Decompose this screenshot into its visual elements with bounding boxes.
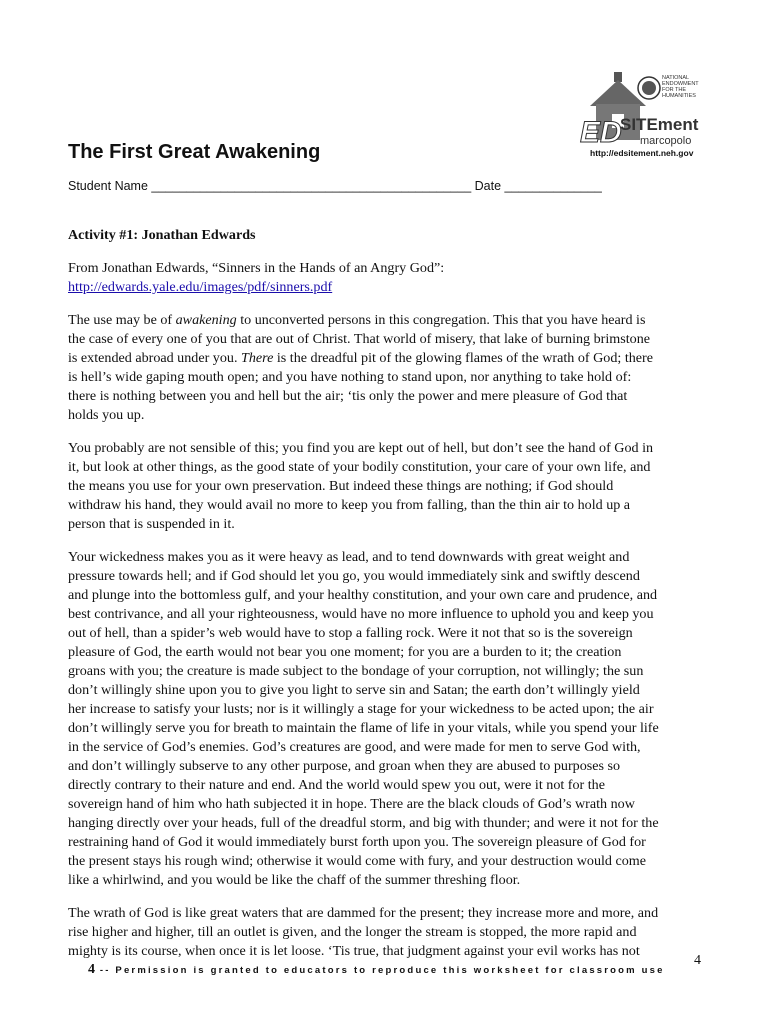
- neh-text-4: HUMANITIES: [662, 93, 696, 99]
- paragraph-line: person that is suspended in it.: [68, 516, 235, 532]
- paragraph-line: pleasure of God, the earth would not bear you one moment; for you are a burden to it; the creation: [68, 644, 622, 660]
- footer-permission: [88, 962, 665, 978]
- worksheet-content: [68, 226, 704, 975]
- neh-text-3: FOR THE: [662, 87, 687, 93]
- logo-marcopolo: marcopolo: [640, 135, 692, 147]
- footer-text: -- Permission is granted to educators to reproduce this worksheet for classroom use: [95, 965, 665, 976]
- paragraph-line: and don’t willingly subserve to any other purpose, and groan when they are abused to purposes so: [68, 758, 621, 774]
- excerpt-paragraph: [68, 439, 704, 534]
- neh-text-2: ENDOWMENT: [662, 81, 699, 87]
- logo-url: http://edsitement.neh.gov: [590, 148, 694, 158]
- paragraph-line: The wrath of God is like great waters that are dammed for the present; they increase more and more, and: [68, 905, 659, 921]
- paragraph-line: and plunge into the bottomless gulf, and your healthy constitution, and your own care and prudence, and: [68, 587, 658, 603]
- paragraph-line: groans with you; the creature is made subject to the bondage of your corruption, not willingly; the sun: [68, 663, 644, 679]
- paragraph-line: best contrivance, and all your righteousness, would have no more influence to uphold you and keep you: [68, 606, 654, 622]
- page-number: 4: [694, 953, 701, 968]
- paragraph-line: Your wickedness makes you as it were heavy as lead, and to tend downwards with great weight and: [68, 549, 630, 565]
- paragraph-line: her increase to satisfy your lusts; nor is it willingly a stage for your wickedness to be acted upon; the air: [68, 701, 654, 717]
- paragraph-line: don’t willingly shine upon you to give you light to serve sin and Satan; the earth don’t willingly yield: [68, 682, 640, 698]
- paragraph-line: the present stays his rough wind; otherwise it would come with fury, and your destruction would come: [68, 853, 646, 869]
- paragraph-line: directly contrary to their nature and end. And the world would spew you out, were it not for the: [68, 777, 605, 793]
- excerpt-paragraph: [68, 548, 704, 890]
- paragraph-line: in the service of God’s enemies. God’s creatures are good, and were made for men to serve God with,: [68, 739, 641, 755]
- paragraph-line: You probably are not sensible of this; you find you are kept out of hell, but don’t see the hand of God in: [68, 440, 654, 456]
- source-citation: From Jonathan Edwards, “Sinners in the Hands of an Angry God”:: [68, 260, 445, 276]
- logo-ed: ED: [580, 116, 622, 149]
- paragraph-line: out of hell, than a spider’s web would have to stop a falling rock. Were it not that so is the sovereign: [68, 625, 633, 641]
- paragraph-line: don’t willingly serve you for breath to maintain the flame of life in your vitals, while you spend your life: [68, 720, 659, 736]
- paragraph-line: rise higher and higher, till an outlet is given, and the longer the stream is stopped, the more rapid and: [68, 924, 637, 940]
- neh-text-1: NATIONAL: [662, 75, 690, 81]
- paragraph-line: it, but look at other things, as the good state of your bodily constitution, your care of your own life, and: [68, 459, 651, 475]
- activity-heading: Activity #1: Jonathan Edwards: [68, 227, 256, 243]
- page-title: The First Great Awakening: [68, 141, 321, 163]
- student-name-date-line: Student Name ______________________________________________ Date ______________: [68, 179, 602, 193]
- excerpt-paragraphs: [68, 311, 704, 961]
- logo-sitement: SITEment: [620, 115, 699, 134]
- paragraph-line: like a whirlwind, and you would be like the chaff of the summer threshing floor.: [68, 872, 521, 888]
- paragraph-line: restraining hand of God it would immediately burst forth upon you. The sovereign pleasure of God for: [68, 834, 646, 850]
- paragraph-line: withdraw his hand, they would avail no more to keep you from falling, than the thin air to hold up a: [68, 497, 631, 513]
- paragraph-line: the case of every one of you that are out of Christ. That world of misery, that lake of burning brimstone: [68, 331, 650, 347]
- paragraph-line: pressure towards hell; and if God should let you go, you would immediately sink and swiftly descend: [68, 568, 640, 584]
- paragraph-line: holds you up.: [68, 407, 145, 423]
- paragraph-line: hanging directly over your heads, full of the dreadful storm, and big with thunder; and were it not for the: [68, 815, 659, 831]
- excerpt-paragraph: [68, 904, 704, 961]
- paragraph-line: there is nothing between you and hell but the air; ‘tis only the power and mere pleasure of God that: [68, 388, 628, 404]
- paragraph-line: the means you use for your own preservation. But indeed these things are nothing; if God should: [68, 478, 614, 494]
- paragraph-line: The use may be of awakening to unconverted persons in this congregation. This that you have heard is: [68, 312, 646, 328]
- paragraph-line: is extended abroad under you. There is the dreadful pit of the glowing flames of the wrath of God; there: [68, 350, 654, 366]
- excerpt-paragraph: [68, 311, 704, 425]
- paragraph-line: is hell’s wide gaping mouth open; and you have nothing to stand upon, nor anything to take hold of:: [68, 369, 632, 385]
- paragraph-line: sovereign hand of him who hath subjected it in hope. There are the black clouds of God’s wrath now: [68, 796, 635, 812]
- paragraph-line: mighty is its course, when once it is let loose. ‘Tis true, that judgment against your evil works has not: [68, 943, 640, 959]
- source-link[interactable]: http://edwards.yale.edu/images/pdf/sinners.pdf: [68, 279, 333, 295]
- footer-number: 4: [88, 962, 95, 977]
